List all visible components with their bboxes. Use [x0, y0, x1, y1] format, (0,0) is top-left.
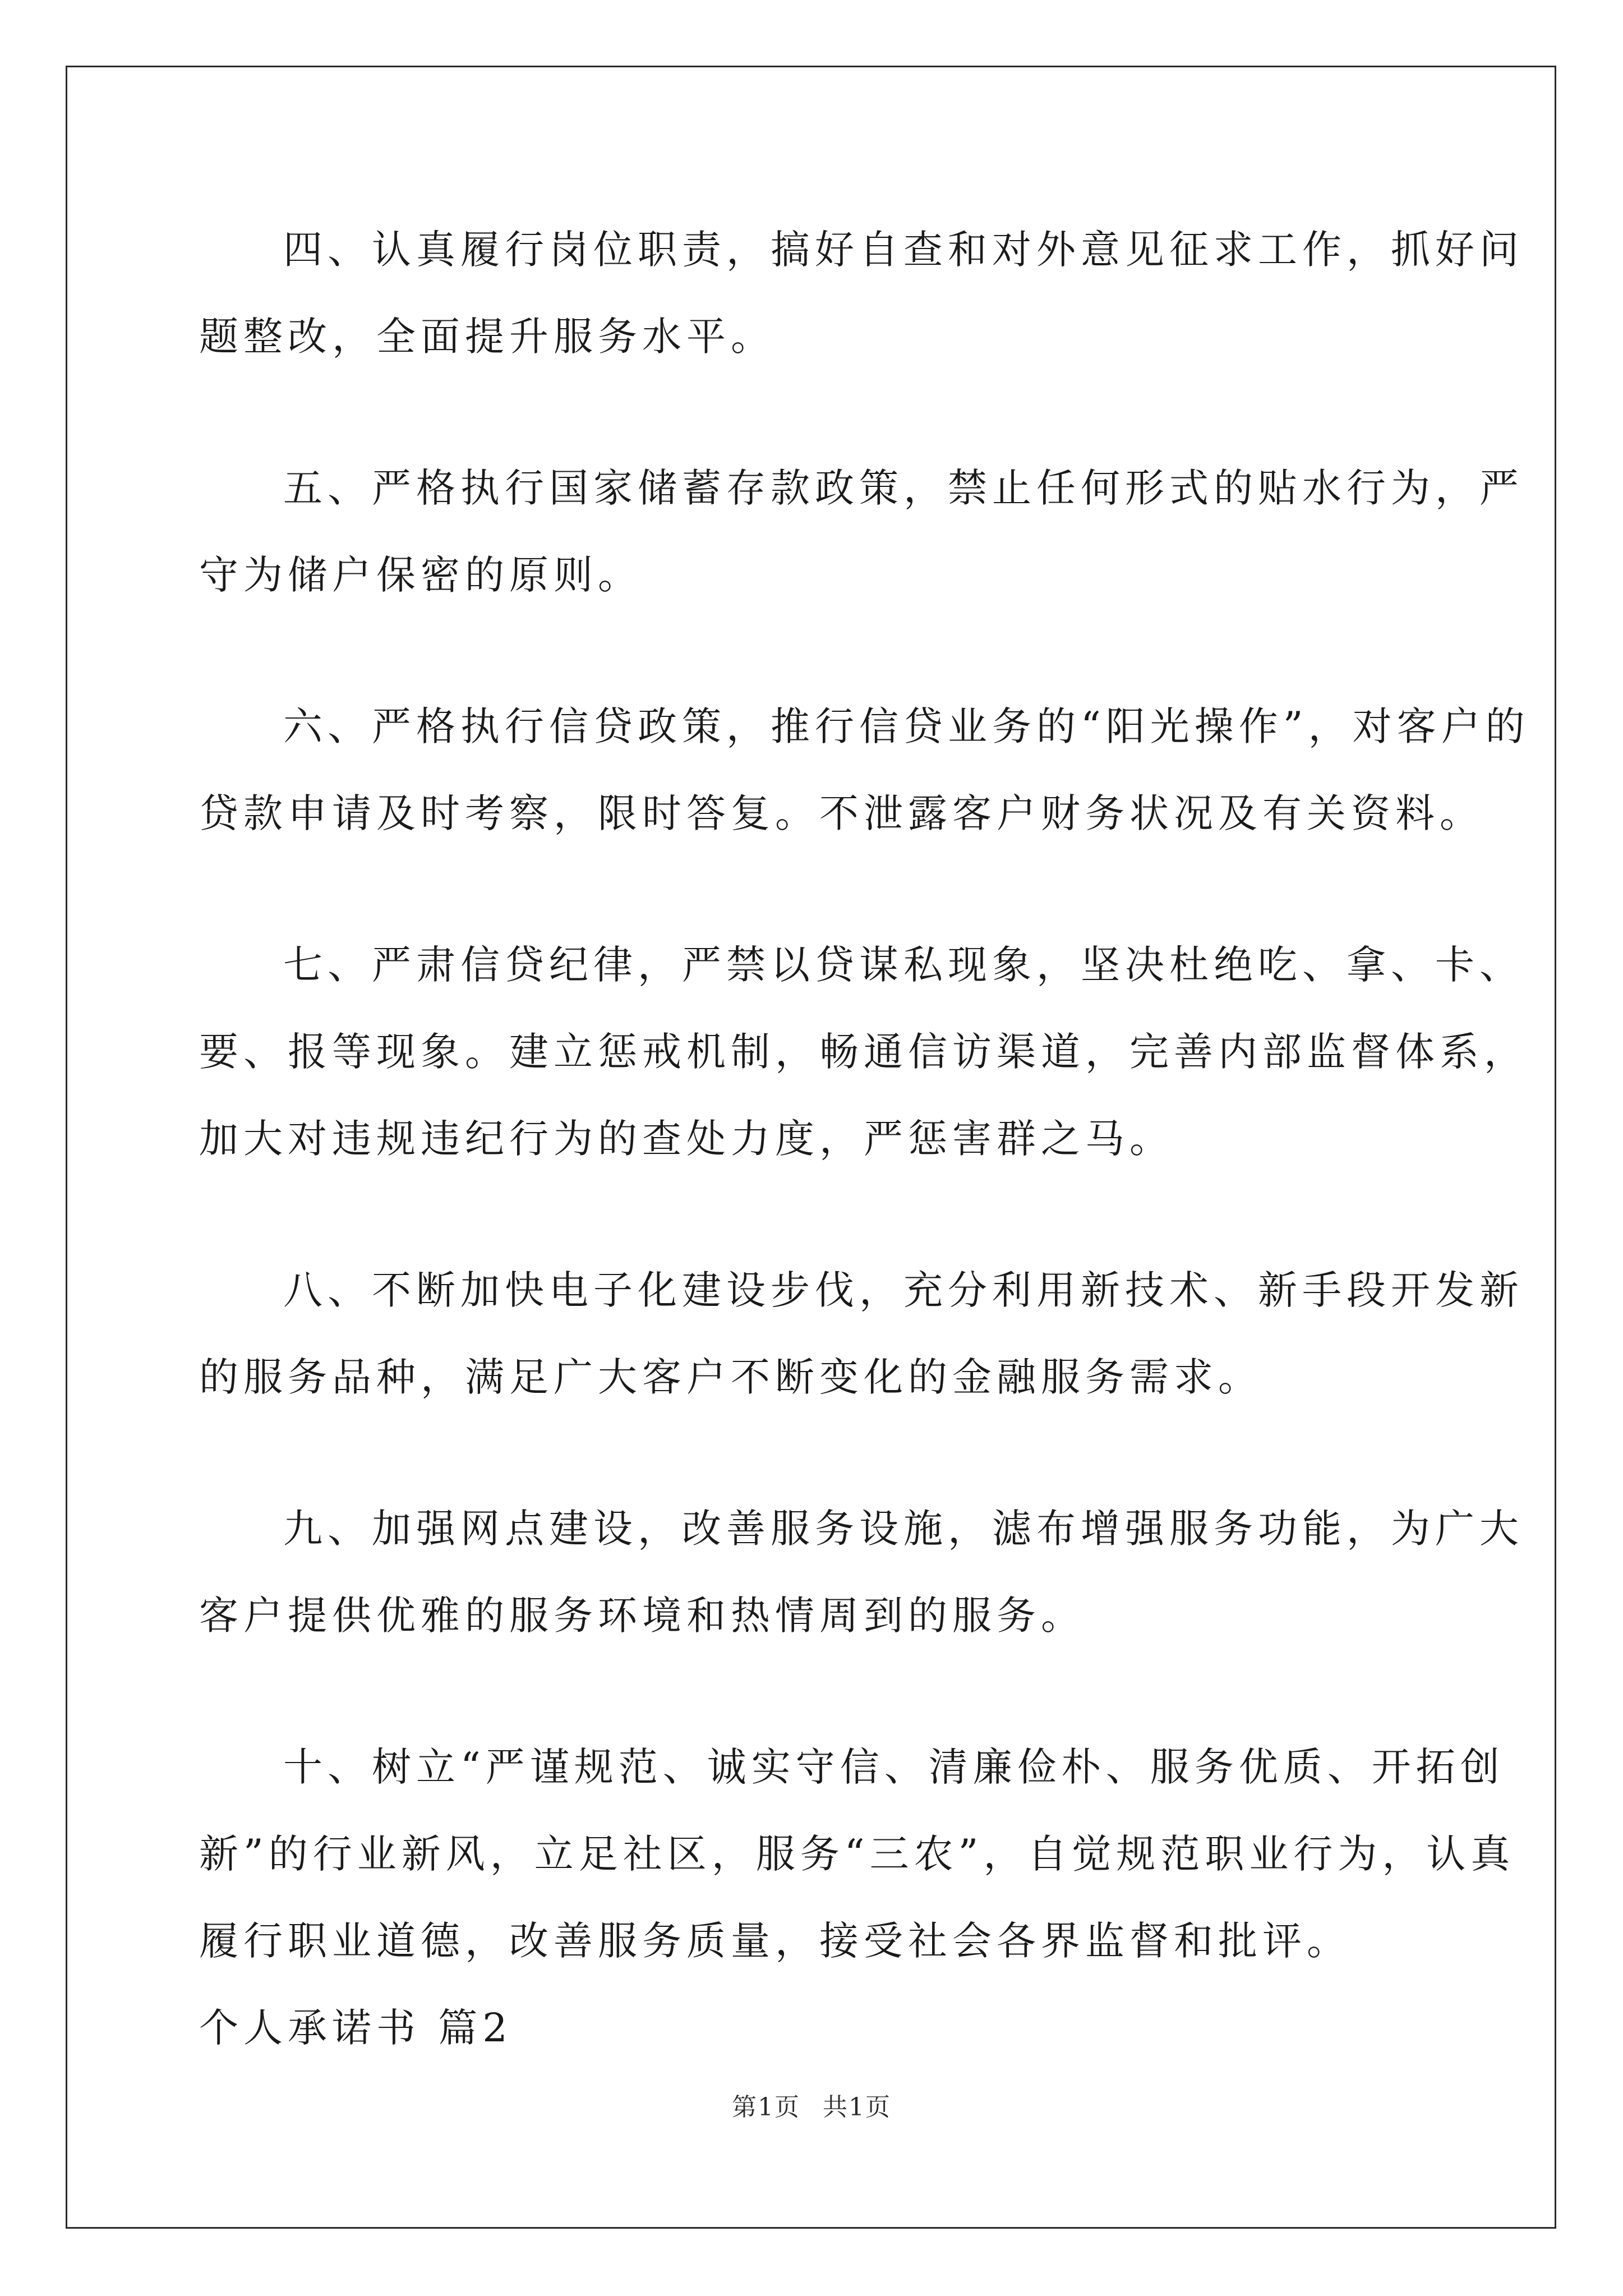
- paragraph-line: 贷款申请及时考察，限时答复。不泄露客户财务状况及有关资料。: [199, 790, 1484, 836]
- paragraph-line: 新”的行业新风，立足社区，服务“三农”，自觉规范职业行为，认真: [199, 1831, 1515, 1877]
- document-body: [199, 206, 1530, 2072]
- paragraph-line: 题整改，全面提升服务水平。: [199, 314, 775, 360]
- paragraph-item-10: [199, 1724, 1515, 1985]
- paragraph-line: 五、严格执行国家储蓄存款政策，禁止任何形式的贴水行为，严: [283, 465, 1524, 511]
- paragraph-line: 九、加强网点建设，改善服务设施，滤布增强服务功能，为广大: [283, 1506, 1524, 1552]
- paragraph-line: 履行职业道德，改善服务质量，接受社会各界监督和批评。: [199, 1918, 1351, 1964]
- paragraph-line: 要、报等现象。建立惩戒机制，畅通信访渠道，完善内部监督体系，: [199, 1029, 1528, 1075]
- paragraph-line: 六、严格执行信贷政策，推行信贷业务的“阳光操作”，对客户的: [283, 703, 1530, 749]
- paragraph-item-6: [199, 683, 1530, 922]
- paragraph-line: 加大对违规违纪行为的查处力度，严惩害群之马。: [199, 1116, 1174, 1162]
- paragraph-line: 八、不断加快电子化建设步伐，充分利用新技术、新手段开发新: [283, 1267, 1524, 1313]
- paragraph-item-8: [199, 1247, 1524, 1485]
- paragraph-line: 七、严肃信贷纪律，严禁以贷谋私现象，坚决杜绝吃、拿、卡、: [283, 942, 1524, 988]
- paragraph-item-7: [199, 922, 1528, 1247]
- page-total: 共1页: [823, 2093, 891, 2122]
- page-footer: [0, 2087, 1623, 2123]
- paragraph-item-4: [199, 206, 1524, 445]
- section-heading: 个人承诺书 篇2: [199, 2005, 513, 2051]
- paragraph-line: 十、树立“严谨规范、诚实守信、清廉俭朴、服务优质、开拓创: [283, 1744, 1505, 1790]
- paragraph-line: 四、认真履行岗位职责，搞好自查和对外意见征求工作，抓好问: [283, 227, 1524, 273]
- paragraph-item-9: [199, 1485, 1524, 1724]
- paragraph-item-5: [199, 445, 1524, 683]
- page-number: 第1页: [732, 2093, 800, 2122]
- paragraph-line: 客户提供优雅的服务环境和热情周到的服务。: [199, 1593, 1085, 1639]
- paragraph-line: 守为储户保密的原则。: [199, 552, 642, 598]
- paragraph-line: 的服务品种，满足广大客户不断变化的金融服务需求。: [199, 1354, 1262, 1400]
